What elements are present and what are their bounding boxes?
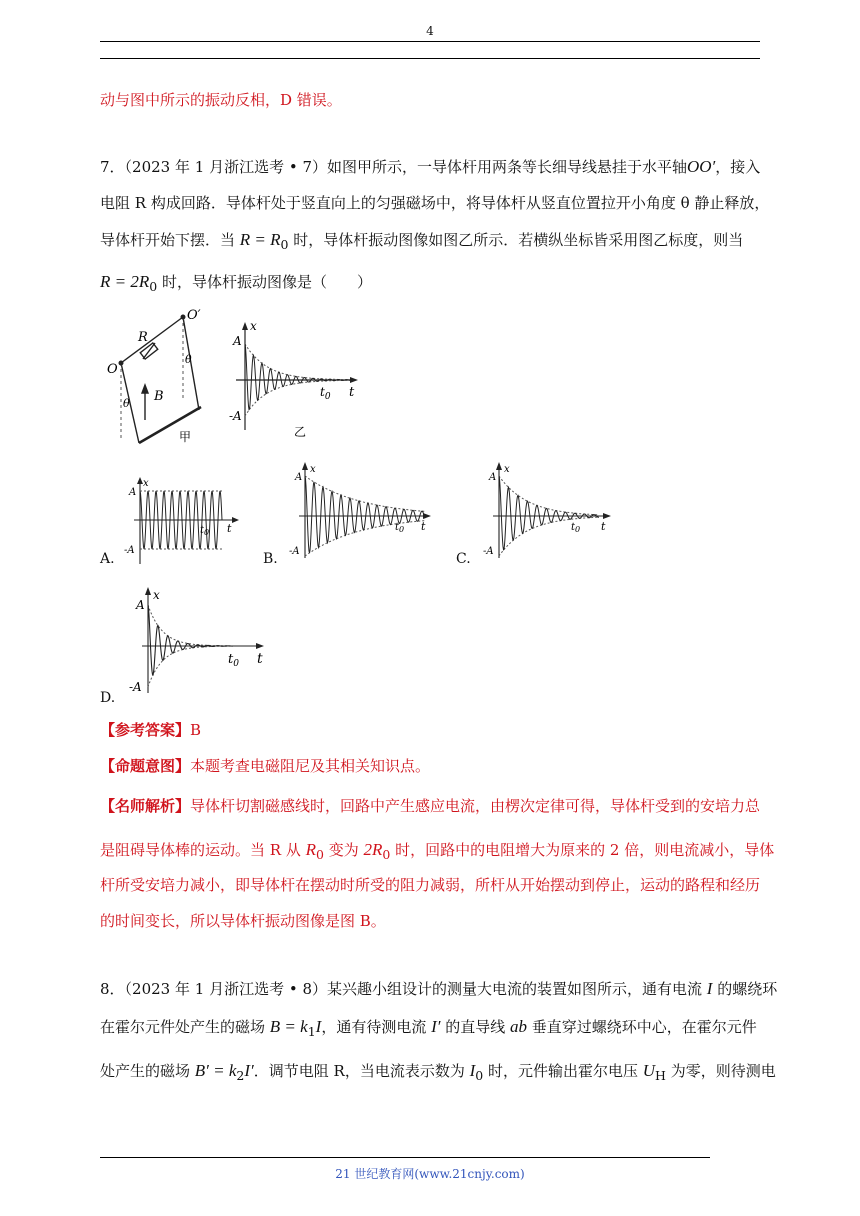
label-o: O xyxy=(107,362,118,377)
prev-answer-tail: 动与图中所示的振动反相，D 错误。 xyxy=(100,91,342,109)
footer-rule xyxy=(100,1157,710,1158)
reference-answer: 【参考答案】B xyxy=(100,721,202,739)
q7-line-1: 7．（2023 年 1 月浙江选考 • 7）如图甲所示，一导体杆用两条等长细导线悬挂于水平轴OO′，接入 xyxy=(100,157,761,176)
label-b: B xyxy=(154,389,164,404)
svg-text:x: x xyxy=(310,464,316,475)
svg-text:t: t xyxy=(257,651,263,667)
header-rule xyxy=(100,41,760,42)
analysis-line-4: 的时间变长，所以导体杆振动图像是图 B。 xyxy=(100,912,386,930)
option-a-label[interactable]: A. xyxy=(100,551,115,567)
wave-d xyxy=(148,605,233,675)
svg-text:-A: -A xyxy=(289,546,300,557)
analysis-line-2: 是阻碍导体棒的运动。当 R 从 $R_0$ 变为 $2R_0$ 时，回路中的电阻增大为原来的 2 倍，则电流减小，导体 xyxy=(100,840,775,862)
option-b-graph[interactable] xyxy=(283,460,438,560)
option-c-label[interactable]: C. xyxy=(456,551,471,567)
option-a-graph[interactable] xyxy=(120,476,245,566)
wave-b xyxy=(305,476,425,553)
caption-jia: 甲 xyxy=(179,430,192,444)
q8-line-3: 处产生的磁场 $B' = k_2I'$．调节电阻 R，当电流表示数为 $I_0$ 时，元件输出霍尔电压 $U_H$ 为零，则待测电 xyxy=(100,1061,776,1083)
q8-line-2: 在霍尔元件处产生的磁场 $B = k_1I$，通有待测电流 I′ 的直导线 ab 垂直穿过螺绕环中心，在霍尔元件 xyxy=(100,1017,757,1039)
page-number: 4 xyxy=(426,24,434,38)
svg-text:A: A xyxy=(295,472,303,483)
analysis-line-1: 【名师解析】导体杆切割磁感线时，回路中产生感应电流，由楞次定律可得，导体杆受到的安培力总 xyxy=(100,797,761,815)
svg-text:t0: $t_0$ xyxy=(571,522,581,534)
svg-text:x: x xyxy=(250,319,257,333)
q7-line-4: $R = 2R_0$ 时，导体杆振动图像是（ ） xyxy=(100,272,372,294)
svg-text:x: x xyxy=(143,478,149,489)
svg-text:-A: -A xyxy=(229,409,242,423)
svg-text:A: A xyxy=(233,334,242,348)
svg-text:-A: -A xyxy=(129,680,142,694)
label-o-prime: O′ xyxy=(187,308,201,323)
svg-text:-A: -A xyxy=(124,545,135,556)
pivot-o xyxy=(119,361,124,366)
footer-source: 21 世纪教育网(www.21cnjy.com) xyxy=(335,1167,525,1181)
figure-jia xyxy=(105,305,230,445)
option-b-label[interactable]: B. xyxy=(263,551,278,567)
svg-text:t: t xyxy=(227,522,232,535)
question-intent: 【命题意图】本题考查电磁阻尼及其相关知识点。 xyxy=(100,757,431,775)
label-t0: $t_0$ xyxy=(320,385,331,402)
q7-line-2: 电阻 R 构成回路．导体杆处于竖直向上的匀强磁场中，将导体杆从竖直位置拉开小角度 θ 静止释放， xyxy=(100,194,770,212)
option-d-label[interactable]: D. xyxy=(100,690,116,706)
svg-text:x: x xyxy=(153,588,160,602)
svg-text:t: t xyxy=(349,385,355,400)
analysis-line-3: 杆所受安培力减小，即导体杆在摆动时所受的阻力减弱，所杆从开始摆动到停止，运动的路程和经历 xyxy=(100,876,761,894)
svg-text:t: t xyxy=(421,520,426,533)
q8-line-1: 8．（2023 年 1 月浙江选考 • 8）某兴趣小组设计的测量大电流的装置如图所示，通有电流 I 的螺绕环 xyxy=(100,979,778,998)
pivot-o-prime xyxy=(181,315,186,320)
option-d-graph[interactable] xyxy=(128,585,273,697)
figure-yi xyxy=(228,318,363,440)
caption-yi: 乙 xyxy=(294,425,307,439)
header-rule-2 xyxy=(100,58,760,59)
q7-line-3: 导体杆开始下摆．当 $R = R_0$ 时，导体杆振动图像如图乙所示．若横纵坐标皆采用图乙标度，则当 xyxy=(100,230,744,252)
wave-c xyxy=(499,476,599,550)
svg-text:-A: -A xyxy=(483,546,494,557)
svg-text:A: A xyxy=(136,598,145,612)
svg-text:t: t xyxy=(601,520,606,533)
svg-text:A: A xyxy=(489,472,497,483)
svg-text:A: A xyxy=(129,487,137,498)
option-c-graph[interactable] xyxy=(477,460,617,560)
label-r: R xyxy=(138,330,148,345)
svg-text:t0: $t_0$ xyxy=(395,522,405,534)
label-theta-2: θ xyxy=(185,353,192,366)
svg-text:t0: $t_0$ xyxy=(200,525,210,537)
svg-text:x: x xyxy=(504,464,510,475)
label-theta: θ xyxy=(123,397,130,410)
svg-text:t0: $t_0$ xyxy=(228,652,239,669)
